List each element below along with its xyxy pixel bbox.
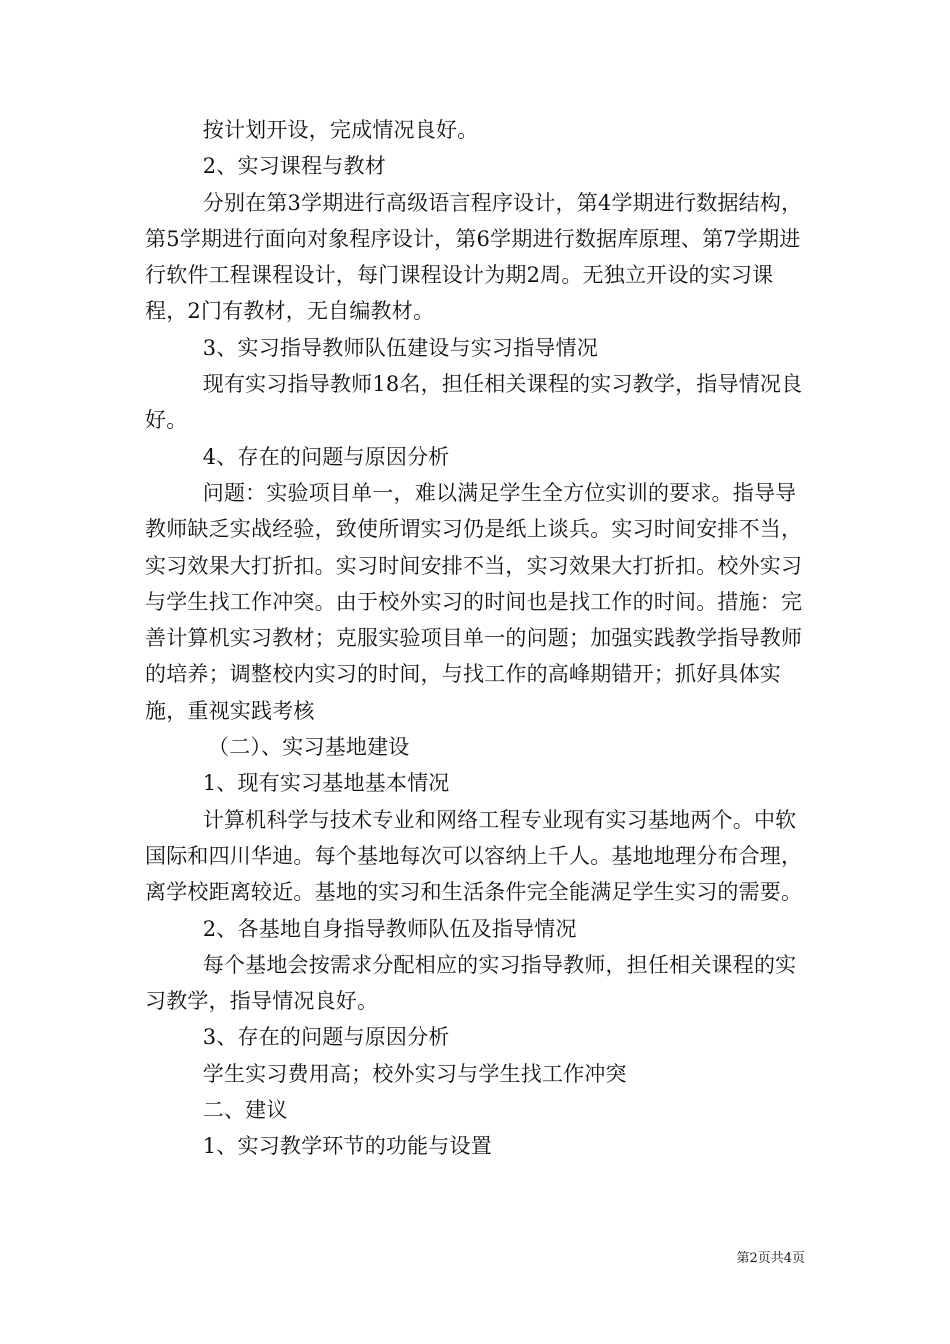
section-heading: 1、实习教学环节的功能与设置 [202,1134,492,1159]
paragraph: 每个基地会按需求分配相应的实习指导教师，担任相关课程的实习教学，指导情况良好。 [145,952,797,1014]
paragraph: 分别在第3学期进行高级语言程序设计，第4学期进行数据结构，第5学期进行面向对象程序设计，第6学期进行数据库原理、第7学期进行软件工程课程设计，每门课程设计为期2周。无独立开设的实习课程，2门有教材，无自编教材。 [145,190,803,324]
page-number: 第2页共4页 [736,1251,805,1266]
section-heading: 3、实习指导教师队伍建设与实习指导情况 [202,335,598,360]
section-heading: 2、各基地自身指导教师队伍及指导情况 [202,916,577,941]
section-heading: 4、存在的问题与原因分析 [202,444,450,469]
paragraph: 现有实习指导教师18名，担任相关课程的实习教学，指导情况良好。 [145,372,803,433]
section-heading: 1、现有实习基地基本情况 [202,771,450,796]
paragraph: 问题：实验项目单一，难以满足学生全方位实训的要求。指导导教师缺乏实战经验，致使所谓实习仍是纸上谈兵。实习时间安排不当，实习效果大打折扣。实习时间安排不当，实习效果大打折扣。校外实习与学生找工作冲突。由于校外实习的时间也是找工作的时间。措施：完善计算机实习教材；克服实验项目单一的问题；加强实践教学指导教师的培养；调整校内实习的时间，与找工作的高峰期错开；抓好具体实施，重视实践考核 [145,480,803,723]
paragraph: 计算机科学与技术专业和网络工程专业现有实习基地两个。中软国际和四川华迪。每个基地每次可以容纳上千人。基地地理分布合理，离学校距离较近。基地的实习和生活条件完全能满足学生实习的需要。 [145,807,803,905]
section-heading: 3、存在的问题与原因分析 [202,1025,450,1050]
section-heading: 二、建议 [202,1098,288,1123]
document-body [145,112,810,1165]
section-heading: （二）、实习基地建设 [208,735,410,760]
paragraph: 按计划开设，完成情况良好。 [202,118,479,142]
section-heading: 2、实习课程与教材 [202,154,386,179]
paragraph: 学生实习费用高；校外实习与学生找工作冲突 [202,1061,627,1086]
